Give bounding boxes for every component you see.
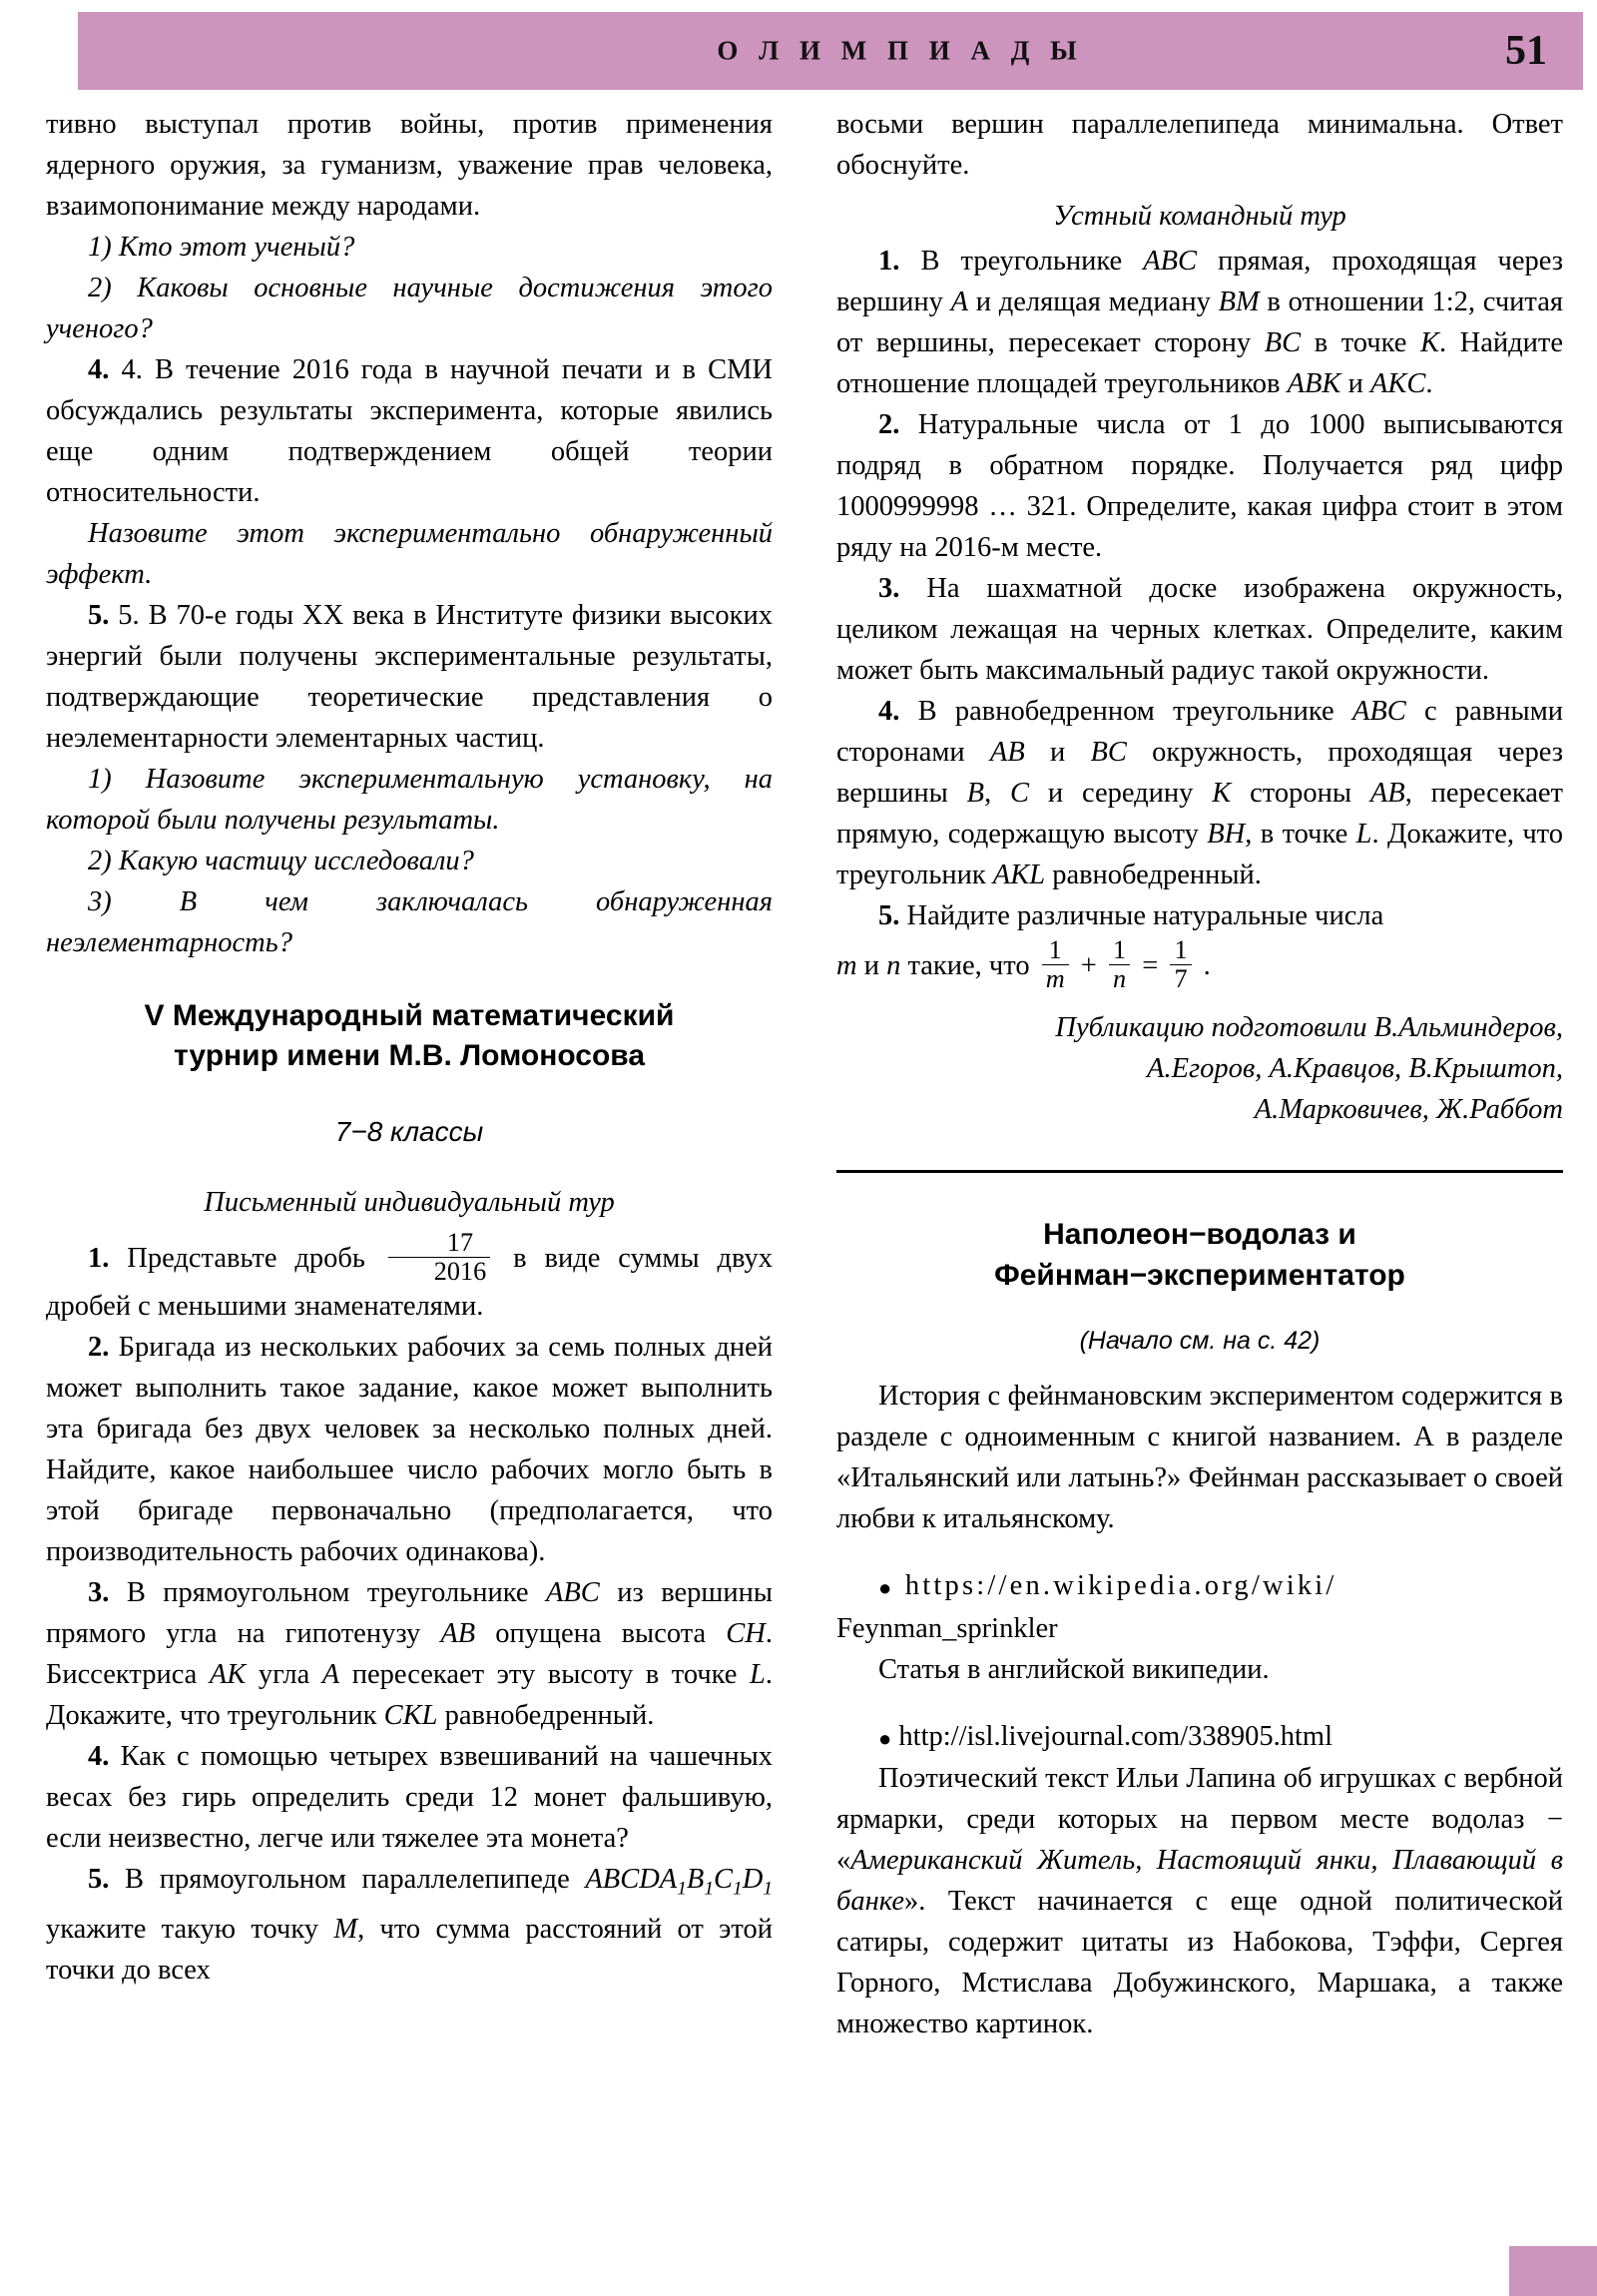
left-column	[46, 104, 773, 1991]
oral-problem-2-text: Натуральные числа от 1 до 1000 выписываются подряд в обратном порядке. Получается ряд цифр 1000999998 … 321. Определите, какая цифра стоит в этом ряду на 2016-м месте.	[836, 409, 1563, 563]
fraction-numerator: 17	[446, 1228, 474, 1257]
problem-1-post: в виде суммы двух дробей с меньшими знаменателями.	[46, 1243, 774, 1322]
problem-4: 4. Как с помощью четырех взвешиваний на чашечных весах без гирь определить среди 12 монет фальшивую, если неизвестно, легче или тяжелее эта монета?	[46, 1740, 774, 1854]
problem-2: 2. Бригада из нескольких рабочих за семь полных дней может выполнить такое задание, какое может выполнить эта бригада без двух человек за несколько полных дней. Найдите, какое наибольшее число рабочих могло быть в этой бригаде первоначально (предполагается, что производительность рабочих одинакова).	[46, 1331, 774, 1567]
credits-line-3: А.Марковичев, Ж.Раббот	[1254, 1093, 1563, 1125]
problem-5: 5. В прямоугольном параллелепипеде $ABCDA_1B_1C_1D_1$ укажите такую точку M, что сумма расстояний от этой точки до всех	[46, 1863, 773, 1987]
section-grades: 7−8 классы	[334, 1116, 484, 1147]
plus-operator: +	[1080, 950, 1097, 982]
problem-1-pre: Представьте дробь	[127, 1243, 365, 1275]
page-header-band	[78, 12, 1583, 90]
fraction-1-over-7	[1170, 936, 1191, 993]
left-question-2: 2) Каковы основные научные достижения этого ученого?	[46, 273, 773, 344]
left-item-5-text: 5. В 70-е годы XX века в Институте физики высоких энергий были получены экспериментальные результаты, подтверждающие теоретические представления о неэлементарности элементарных частиц.	[46, 600, 774, 754]
article-bullet-2-description	[836, 1758, 1563, 2044]
left-item-5-q3: 3) В чем заключалась обнаруженная неэлементарность?	[46, 886, 773, 958]
article-divider	[836, 1170, 1563, 1173]
left-item-5-q2: 2) Какую частицу исследовали?	[88, 846, 474, 876]
problem-1: 1. Представьте дробь $\frac{17}{2016}$ в виде суммы двух дробей с меньшими знаменателями.	[46, 1228, 774, 1322]
fraction-1-over-n	[1109, 936, 1130, 993]
article-bullet-2-url	[836, 1716, 1563, 1759]
credits-line-2: А.Егоров, А.Кравцов, В.Крыштоп,	[1147, 1052, 1563, 1084]
written-tour-title: Письменный индивидуальный тур	[204, 1187, 615, 1218]
left-item-4: 4. 4. В течение 2016 года в научной печати и в СМИ обсуждались результаты эксперимента, которые явились еще одним подтверждением общей теории относительности.	[46, 354, 774, 508]
fraction-denominator: 2016	[388, 1257, 490, 1286]
bullet-1-url-text: https://en.wikipedia.org/wiki/	[904, 1569, 1337, 1601]
equals-operator: =	[1142, 950, 1159, 982]
right-column	[836, 104, 1563, 2044]
article-title-line-2: Фейнман−экспериментатор	[994, 1258, 1405, 1292]
page-number: 51	[1505, 28, 1547, 74]
bullet-2-desc-a: Поэтический текст Ильи Лапина об игрушках с вербной ярмарки, среди которых на первом месте водолаз − «	[836, 1763, 1563, 1877]
left-item-5-q1: 1) Назовите экспериментальную установку, на которой были получены результаты.	[46, 764, 773, 836]
frac2-denominator: n	[1109, 964, 1130, 993]
left-item-4-text: 4. В течение 2016 года в научной печати и в СМИ обсуждались результаты эксперимента, которые явились еще одним подтверждением общей теории относительности.	[46, 354, 774, 508]
problem-4-text: Как с помощью четырех взвешиваний на чашечных весах без гирь определить среди 12 монет фальшивую, если неизвестно, легче или тяжелее эта монета?	[46, 1740, 774, 1854]
left-continued-paragraph: тивно выступал против войны, против применения ядерного оружия, за гуманизм, уважение прав человека, взаимопонимание между народами.	[46, 109, 773, 222]
left-item-4-task: Назовите этот экспериментально обнаруженный эффект.	[46, 518, 773, 590]
credits-line-1: Публикацию подготовили В.Альминдеров,	[1055, 1011, 1563, 1043]
left-item-5: 5. 5. В 70-е годы XX века в Институте физики высоких энергий были получены экспериментальные результаты, подтверждающие теоретические представления о неэлементарности элементарных частиц.	[46, 600, 774, 754]
bullet-2-desc-b: ». Текст начинается с еще одной политической сатиры, содержит цитаты из Набокова, Тэффи, Сергея Горного, Мстислава Добужинского, Маршака, а также множество картинок.	[836, 1886, 1563, 2040]
oral-problem-5-equation-line: m и n такие, что $\frac{1}{m}$ + $\frac{1}{n}$ = $\frac{1}{7}$ .	[836, 935, 1211, 993]
oral-problem-3: 3. На шахматной доске изображена окружность, целиком лежащая на черных клетках. Определите, каким может быть максимальный радиус такой окружности.	[836, 573, 1563, 686]
left-question-1: 1) Кто этот ученый?	[88, 232, 355, 263]
article-paragraph-1: История с фейнмановским экспериментом содержится в разделе с одноименным с книгой названием. А в разделе «Итальянский или латынь?» Фейнман рассказывает о своей любви к итальянскому.	[836, 1380, 1563, 1534]
article-bullet-1-url-cont: Feynman_sprinkler	[836, 1612, 1058, 1644]
solid-label: $ABCDA_1B_1C_1D_1$	[585, 1863, 773, 1900]
article-continuation-note: (Начало см. на с. 42)	[1079, 1326, 1321, 1355]
bullet-2-url-text: http://isl.livejournal.com/338905.html	[898, 1720, 1333, 1752]
fraction-1-over-m	[1042, 936, 1069, 993]
frac1-denominator: m	[1042, 964, 1069, 993]
page-body	[0, 104, 1597, 2296]
bullet-2-desc-emphasis: Американский Житель, Настоящий янки, Плавающий в банке	[836, 1845, 1563, 1918]
section-heading-line-1: V Международный математический	[144, 999, 675, 1032]
frac3-numerator: 1	[1174, 935, 1188, 964]
page-header-title: О Л И М П И А Д Ы	[717, 35, 1084, 66]
right-continued-paragraph: восьми вершин параллелепипеда минимальна. Ответ обоснуйте.	[836, 109, 1563, 181]
oral-problem-1: 1. В треугольнике ABC прямая, проходящая через вершину A и делящая медиану BM в отношении 1:2, считая от вершины, пересекает сторону BC в точке K. Найдите отношение площадей треугольников ABK и AKC.	[836, 246, 1563, 399]
problem-2-text: Бригада из нескольких рабочих за семь полных дней может выполнить такое задание, какое может выполнить эта бригада без двух человек за несколько полных дней. Найдите, какое наибольшее число рабочих могло быть в этой бригаде первоначально (предполагается, что производительность рабочих одинакова).	[46, 1331, 774, 1567]
oral-tour-title: Устный командный тур	[1053, 201, 1346, 232]
article-bullet-1-description: Статья в английской википедии.	[878, 1653, 1270, 1685]
oral-problem-5: 5. Найдите различные натуральные числа	[878, 900, 1384, 931]
equation-period: .	[1203, 950, 1211, 982]
bottom-right-corner-block	[1509, 2246, 1597, 2296]
article-title-line-1: Наполеон−водолаз и	[1043, 1217, 1356, 1251]
frac3-denominator: 7	[1170, 964, 1191, 993]
bullet-icon: ●	[878, 1725, 892, 1751]
fraction-17-2016	[388, 1229, 490, 1286]
frac1-numerator: 1	[1048, 935, 1062, 964]
oral-problem-5-pre: Найдите различные натуральные числа	[906, 900, 1384, 931]
oral-problem-4: 4. В равнобедренном треугольнике ABC с равными сторонами AB и BC окружность, проходящая через вершины B, C и середину K стороны AB, пересекает прямую, содержащую высоту BH, в точке L. Докажите, что треугольник AKL равнобедренный.	[836, 696, 1564, 890]
oral-problem-3-text: На шахматной доске изображена окружность, целиком лежащая на черных клетках. Определите, каким может быть максимальный радиус такой окружности.	[836, 573, 1563, 686]
oral-problem-2: 2. Натуральные числа от 1 до 1000 выписываются подряд в обратном порядке. Получается ряд цифр 1000999998 … 321. Определите, какая цифра стоит в этом ряду на 2016-м месте.	[836, 409, 1563, 563]
section-heading-line-2: турнир имени М.В. Ломоносова	[173, 1039, 646, 1072]
frac2-numerator: 1	[1113, 935, 1127, 964]
article-bullet-1-url	[836, 1565, 1563, 1608]
bullet-icon: ●	[878, 1574, 895, 1600]
problem-3: 3. В прямоугольном треугольнике ABC из вершины прямого угла на гипотенузу AB опущена высота CH. Биссектриса AK угла A пересекает эту высоту в точке L. Докажите, что треугольник CKL равнобедренный.	[46, 1576, 773, 1731]
